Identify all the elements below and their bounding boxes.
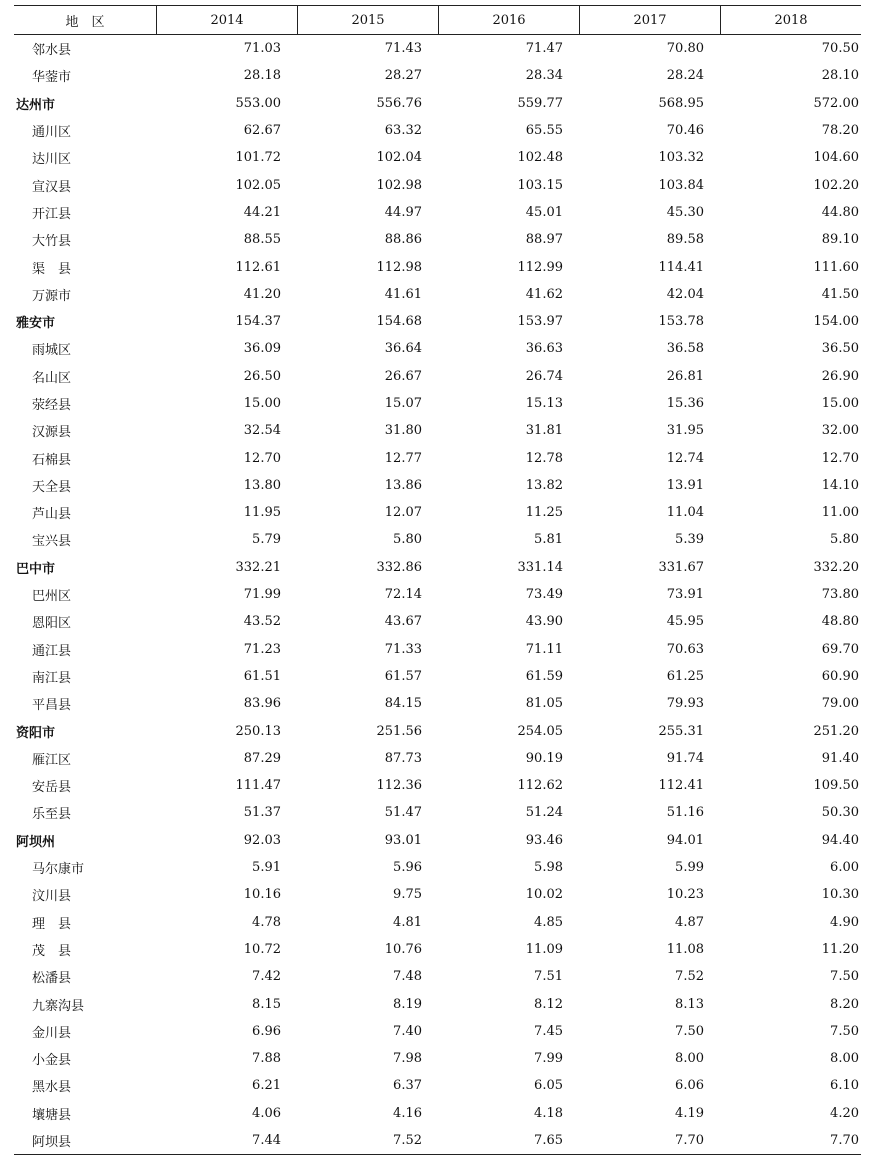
table-row — [14, 390, 861, 417]
table-row — [14, 171, 861, 198]
header-region: 地 区 — [65, 14, 105, 30]
table-cell: 69.70 — [821, 641, 859, 657]
region-name: 黑水县 — [32, 1080, 72, 1096]
table-row — [14, 717, 861, 744]
table-cell: 50.30 — [821, 805, 859, 821]
table-cell: 7.50 — [830, 1023, 859, 1039]
table-cell: 111.47 — [235, 778, 281, 794]
table-cell: 8.12 — [534, 996, 563, 1012]
table-cell: 13.82 — [525, 477, 563, 493]
table-cell: 71.11 — [525, 641, 563, 657]
table-cell: 88.86 — [384, 232, 422, 248]
table-row — [14, 117, 861, 144]
region-name: 南江县 — [32, 670, 72, 686]
table-cell: 28.24 — [666, 68, 704, 84]
table-cell: 70.80 — [666, 41, 704, 57]
table-cell: 154.37 — [235, 314, 281, 330]
table-cell: 7.70 — [675, 1133, 704, 1149]
table-cell: 71.03 — [243, 41, 281, 57]
table-cell: 559.77 — [517, 95, 563, 111]
table-cell: 45.30 — [666, 204, 704, 220]
table-cell: 102.20 — [813, 177, 859, 193]
table-cell: 6.06 — [675, 1078, 704, 1094]
table-cell: 7.70 — [830, 1133, 859, 1149]
table-cell: 91.40 — [821, 750, 859, 766]
table-cell: 87.29 — [243, 750, 281, 766]
table-cell: 4.78 — [252, 914, 281, 930]
table-cell: 10.30 — [821, 887, 859, 903]
table-row — [14, 335, 861, 362]
table-row — [14, 1100, 861, 1127]
table-cell: 71.33 — [384, 641, 422, 657]
table-cell: 255.31 — [658, 723, 704, 739]
table-cell: 11.00 — [821, 505, 859, 521]
table-row — [14, 772, 861, 799]
table-cell: 36.50 — [821, 341, 859, 357]
table-cell: 31.80 — [384, 423, 422, 439]
table-row — [14, 281, 861, 308]
table-cell: 4.87 — [675, 914, 704, 930]
table-cell: 6.05 — [534, 1078, 563, 1094]
table-cell: 70.46 — [666, 123, 704, 139]
table-cell: 5.96 — [393, 860, 422, 876]
table-row — [14, 1018, 861, 1045]
table-row — [14, 199, 861, 226]
region-name: 雁江区 — [32, 752, 72, 768]
region-name: 汶川县 — [32, 889, 72, 905]
table-cell: 109.50 — [813, 778, 859, 794]
table-cell: 4.06 — [252, 1105, 281, 1121]
region-name: 石棉县 — [32, 452, 72, 468]
table-cell: 101.72 — [235, 150, 281, 166]
table-cell: 10.02 — [525, 887, 563, 903]
region-name: 宝兴县 — [32, 534, 72, 550]
table-cell: 250.13 — [235, 723, 281, 739]
table-cell: 31.81 — [525, 423, 563, 439]
table-cell: 7.50 — [675, 1023, 704, 1039]
table-row — [14, 963, 861, 990]
region-name: 马尔康市 — [32, 862, 85, 878]
table-row — [14, 417, 861, 444]
table-cell: 44.97 — [384, 204, 422, 220]
region-name: 理 县 — [32, 916, 72, 932]
region-name: 恩阳区 — [32, 616, 72, 632]
region-name: 汉源县 — [32, 425, 72, 441]
table-cell: 12.78 — [525, 450, 563, 466]
table-cell: 94.01 — [666, 832, 704, 848]
table-cell: 4.20 — [830, 1105, 859, 1121]
table-cell: 112.62 — [517, 778, 563, 794]
table-row — [14, 827, 861, 854]
table-cell: 72.14 — [384, 587, 422, 603]
table-cell: 70.50 — [821, 41, 859, 57]
table-row — [14, 253, 861, 280]
table-cell: 31.95 — [666, 423, 704, 439]
table-cell: 11.25 — [525, 505, 563, 521]
region-name: 达州市 — [16, 97, 56, 113]
table-cell: 153.97 — [517, 314, 563, 330]
table-cell: 111.60 — [813, 259, 859, 275]
table-row — [14, 854, 861, 881]
table-row — [14, 663, 861, 690]
table-cell: 4.19 — [675, 1105, 704, 1121]
table-cell: 12.77 — [384, 450, 422, 466]
table-cell: 4.81 — [393, 914, 422, 930]
table-cell: 28.10 — [821, 68, 859, 84]
table-cell: 103.32 — [658, 150, 704, 166]
table-cell: 6.10 — [830, 1078, 859, 1094]
table-cell: 48.80 — [821, 614, 859, 630]
table-cell: 84.15 — [384, 696, 422, 712]
table-cell: 154.00 — [813, 314, 859, 330]
table-cell: 154.68 — [376, 314, 422, 330]
table-cell: 71.99 — [243, 587, 281, 603]
table-cell: 26.50 — [243, 368, 281, 384]
header-year-2016: 2016 — [438, 6, 579, 34]
table-cell: 6.96 — [252, 1023, 281, 1039]
table-cell: 5.79 — [252, 532, 281, 548]
table-cell: 15.07 — [384, 396, 422, 411]
table-cell: 5.81 — [534, 532, 563, 548]
region-name: 安岳县 — [32, 780, 72, 796]
table-cell: 103.84 — [658, 177, 704, 193]
table-cell: 114.41 — [658, 259, 704, 275]
table-cell: 7.99 — [534, 1051, 563, 1067]
table-cell: 73.80 — [821, 587, 859, 603]
table-cell: 65.55 — [525, 123, 563, 139]
table-cell: 88.55 — [243, 232, 281, 248]
table-cell: 73.49 — [525, 587, 563, 603]
table-cell: 83.96 — [243, 696, 281, 712]
region-name: 雨城区 — [32, 343, 72, 359]
table-cell: 41.20 — [243, 286, 281, 302]
table-cell: 79.00 — [821, 696, 859, 712]
table-cell: 88.97 — [525, 232, 563, 248]
table-cell: 102.48 — [517, 150, 563, 166]
table-cell: 332.86 — [376, 559, 422, 575]
region-name: 平昌县 — [32, 698, 72, 714]
table-cell: 32.54 — [243, 423, 281, 439]
region-name: 乐至县 — [32, 807, 72, 823]
table-cell: 7.48 — [393, 969, 422, 985]
table-cell: 81.05 — [525, 696, 563, 712]
table-cell: 44.80 — [821, 204, 859, 220]
region-name: 雅安市 — [16, 316, 56, 332]
table-cell: 7.88 — [252, 1051, 281, 1067]
table-cell: 102.98 — [376, 177, 422, 193]
table-cell: 7.52 — [393, 1133, 422, 1149]
table-cell: 8.00 — [830, 1051, 859, 1067]
table-row — [14, 690, 861, 717]
table-body — [14, 35, 861, 1155]
table-cell: 36.64 — [384, 341, 422, 357]
region-name: 邻水县 — [32, 43, 72, 59]
table-cell: 43.67 — [384, 614, 422, 630]
table-cell: 43.52 — [243, 614, 281, 630]
table-cell: 71.43 — [384, 41, 422, 57]
table-row — [14, 499, 861, 526]
table-row — [14, 990, 861, 1017]
header-year-2017: 2017 — [579, 6, 720, 34]
table-cell: 251.20 — [813, 723, 859, 739]
table-cell: 572.00 — [813, 95, 859, 111]
table-cell: 8.20 — [830, 996, 859, 1012]
region-name: 通川区 — [32, 125, 72, 141]
table-cell: 10.72 — [243, 941, 281, 957]
region-name: 名山区 — [32, 370, 72, 386]
table-cell: 36.58 — [666, 341, 704, 357]
table-cell: 112.99 — [517, 259, 563, 275]
table-cell: 92.03 — [243, 832, 281, 848]
table-cell: 12.70 — [821, 450, 859, 466]
region-name: 万源市 — [32, 288, 72, 304]
table-cell: 12.74 — [666, 450, 704, 466]
table-cell: 112.41 — [658, 778, 704, 794]
table-row — [14, 526, 861, 553]
table-cell: 4.18 — [534, 1105, 563, 1121]
table-cell: 94.40 — [821, 832, 859, 848]
table-cell: 7.45 — [534, 1023, 563, 1039]
table-cell: 45.01 — [525, 204, 563, 220]
region-name: 茂 县 — [32, 943, 72, 959]
region-name: 阿坝州 — [16, 834, 56, 850]
data-table — [14, 5, 861, 1155]
table-cell: 8.13 — [675, 996, 704, 1012]
table-cell: 14.10 — [821, 477, 859, 493]
table-cell: 61.25 — [666, 668, 704, 684]
table-cell: 254.05 — [517, 723, 563, 739]
table-cell: 7.44 — [252, 1133, 281, 1149]
table-cell: 93.01 — [384, 832, 422, 848]
table-row — [14, 909, 861, 936]
table-header — [14, 5, 861, 35]
table-cell: 26.67 — [384, 368, 422, 384]
table-cell: 28.18 — [243, 68, 281, 84]
region-name: 资阳市 — [16, 725, 56, 741]
table-cell: 28.27 — [384, 68, 422, 84]
table-row — [14, 745, 861, 772]
table-row — [14, 444, 861, 471]
region-name: 壤塘县 — [32, 1107, 72, 1123]
table-cell: 15.00 — [243, 396, 281, 411]
table-cell: 112.36 — [376, 778, 422, 794]
table-row — [14, 799, 861, 826]
table-cell: 90.19 — [525, 750, 563, 766]
table-row — [14, 226, 861, 253]
region-name: 渠 县 — [32, 261, 72, 277]
table-cell: 8.15 — [252, 996, 281, 1012]
table-cell: 51.47 — [384, 805, 422, 821]
region-name: 天全县 — [32, 479, 72, 495]
table-cell: 9.75 — [393, 887, 422, 903]
region-name: 阿坝县 — [32, 1135, 72, 1151]
table-cell: 60.90 — [821, 668, 859, 684]
table-cell: 36.63 — [525, 341, 563, 357]
table-cell: 93.46 — [525, 832, 563, 848]
table-cell: 102.04 — [376, 150, 422, 166]
table-cell: 26.90 — [821, 368, 859, 384]
table-cell: 26.81 — [666, 368, 704, 384]
table-cell: 331.14 — [517, 559, 563, 575]
table-cell: 5.91 — [252, 860, 281, 876]
table-cell: 7.52 — [675, 969, 704, 985]
region-name: 大竹县 — [32, 234, 72, 250]
table-cell: 6.21 — [252, 1078, 281, 1094]
table-cell: 5.80 — [393, 532, 422, 548]
table-cell: 7.42 — [252, 969, 281, 985]
table-cell: 104.60 — [813, 150, 859, 166]
table-row — [14, 554, 861, 581]
table-row — [14, 308, 861, 335]
table-cell: 15.36 — [666, 396, 704, 411]
table-cell: 41.61 — [384, 286, 422, 302]
table-cell: 15.00 — [821, 396, 859, 411]
table-cell: 4.16 — [393, 1105, 422, 1121]
table-cell: 251.56 — [376, 723, 422, 739]
table-cell: 41.50 — [821, 286, 859, 302]
table-row — [14, 608, 861, 635]
table-cell: 62.67 — [243, 123, 281, 139]
table-cell: 61.59 — [525, 668, 563, 684]
table-row — [14, 636, 861, 663]
table-cell: 32.00 — [821, 423, 859, 439]
table-cell: 71.47 — [525, 41, 563, 57]
region-name: 巴州区 — [32, 589, 72, 605]
table-row — [14, 936, 861, 963]
region-name: 巴中市 — [16, 561, 56, 577]
table-cell: 7.40 — [393, 1023, 422, 1039]
table-cell: 87.73 — [384, 750, 422, 766]
table-cell: 331.67 — [658, 559, 704, 575]
table-cell: 7.65 — [534, 1133, 563, 1149]
table-cell: 11.08 — [666, 941, 704, 957]
table-cell: 556.76 — [376, 95, 422, 111]
table-cell: 43.90 — [525, 614, 563, 630]
table-cell: 44.21 — [243, 204, 281, 220]
region-name: 小金县 — [32, 1053, 72, 1069]
table-cell: 332.21 — [235, 559, 281, 575]
table-cell: 15.13 — [525, 396, 563, 411]
table-cell: 5.99 — [675, 860, 704, 876]
region-name: 开江县 — [32, 206, 72, 222]
table-cell: 12.07 — [384, 505, 422, 521]
table-row — [14, 1127, 861, 1154]
table-cell: 10.76 — [384, 941, 422, 957]
table-cell: 11.04 — [666, 505, 704, 521]
table-cell: 51.24 — [525, 805, 563, 821]
table-cell: 10.23 — [666, 887, 704, 903]
table-cell: 61.51 — [243, 668, 281, 684]
table-cell: 8.19 — [393, 996, 422, 1012]
table-cell: 103.15 — [517, 177, 563, 193]
table-cell: 153.78 — [658, 314, 704, 330]
table-cell: 26.74 — [525, 368, 563, 384]
table-cell: 79.93 — [666, 696, 704, 712]
table-cell: 332.20 — [813, 559, 859, 575]
table-row — [14, 472, 861, 499]
table-cell: 11.95 — [243, 505, 281, 521]
table-cell: 7.51 — [534, 969, 563, 985]
region-name: 华蓥市 — [32, 70, 72, 86]
table-row — [14, 363, 861, 390]
table-cell: 13.80 — [243, 477, 281, 493]
table-cell: 28.34 — [525, 68, 563, 84]
table-cell: 36.09 — [243, 341, 281, 357]
region-name: 芦山县 — [32, 507, 72, 523]
table-cell: 5.98 — [534, 860, 563, 876]
region-name: 九寨沟县 — [32, 998, 85, 1014]
table-row — [14, 35, 861, 62]
region-name: 通江县 — [32, 643, 72, 659]
table-cell: 10.16 — [243, 887, 281, 903]
table-cell: 13.86 — [384, 477, 422, 493]
header-year-2014: 2014 — [156, 6, 297, 34]
region-name: 荥经县 — [32, 398, 72, 413]
table-cell: 11.09 — [525, 941, 563, 957]
table-cell: 63.32 — [384, 123, 422, 139]
table-cell: 4.85 — [534, 914, 563, 930]
table-row — [14, 144, 861, 171]
table-cell: 5.39 — [675, 532, 704, 548]
table-cell: 553.00 — [235, 95, 281, 111]
table-cell: 7.98 — [393, 1051, 422, 1067]
table-cell: 61.57 — [384, 668, 422, 684]
table-cell: 51.37 — [243, 805, 281, 821]
table-cell: 41.62 — [525, 286, 563, 302]
table-cell: 51.16 — [666, 805, 704, 821]
table-cell: 70.63 — [666, 641, 704, 657]
table-cell: 89.10 — [821, 232, 859, 248]
region-name: 达川区 — [32, 152, 72, 168]
table-row — [14, 1072, 861, 1099]
table-row — [14, 581, 861, 608]
header-year-2015: 2015 — [297, 6, 438, 34]
table-cell: 5.80 — [830, 532, 859, 548]
table-cell: 91.74 — [666, 750, 704, 766]
region-name: 松潘县 — [32, 971, 72, 987]
table-row — [14, 1045, 861, 1072]
table-cell: 89.58 — [666, 232, 704, 248]
header-year-2018: 2018 — [720, 6, 861, 34]
table-cell: 112.98 — [376, 259, 422, 275]
table-cell: 8.00 — [675, 1051, 704, 1067]
table-cell: 73.91 — [666, 587, 704, 603]
table-row — [14, 90, 861, 117]
table-cell: 11.20 — [821, 941, 859, 957]
table-cell: 13.91 — [666, 477, 704, 493]
table-row — [14, 62, 861, 89]
region-name: 金川县 — [32, 1025, 72, 1041]
table-cell: 112.61 — [235, 259, 281, 275]
table-cell: 7.50 — [830, 969, 859, 985]
table-cell: 568.95 — [658, 95, 704, 111]
table-cell: 12.70 — [243, 450, 281, 466]
table-cell: 71.23 — [243, 641, 281, 657]
table-cell: 42.04 — [666, 286, 704, 302]
table-cell: 45.95 — [666, 614, 704, 630]
table-cell: 6.37 — [393, 1078, 422, 1094]
table-row — [14, 881, 861, 908]
table-cell: 78.20 — [821, 123, 859, 139]
table-cell: 102.05 — [235, 177, 281, 193]
region-name: 宣汉县 — [32, 179, 72, 195]
table-cell: 6.00 — [830, 860, 859, 876]
table-cell: 4.90 — [830, 914, 859, 930]
